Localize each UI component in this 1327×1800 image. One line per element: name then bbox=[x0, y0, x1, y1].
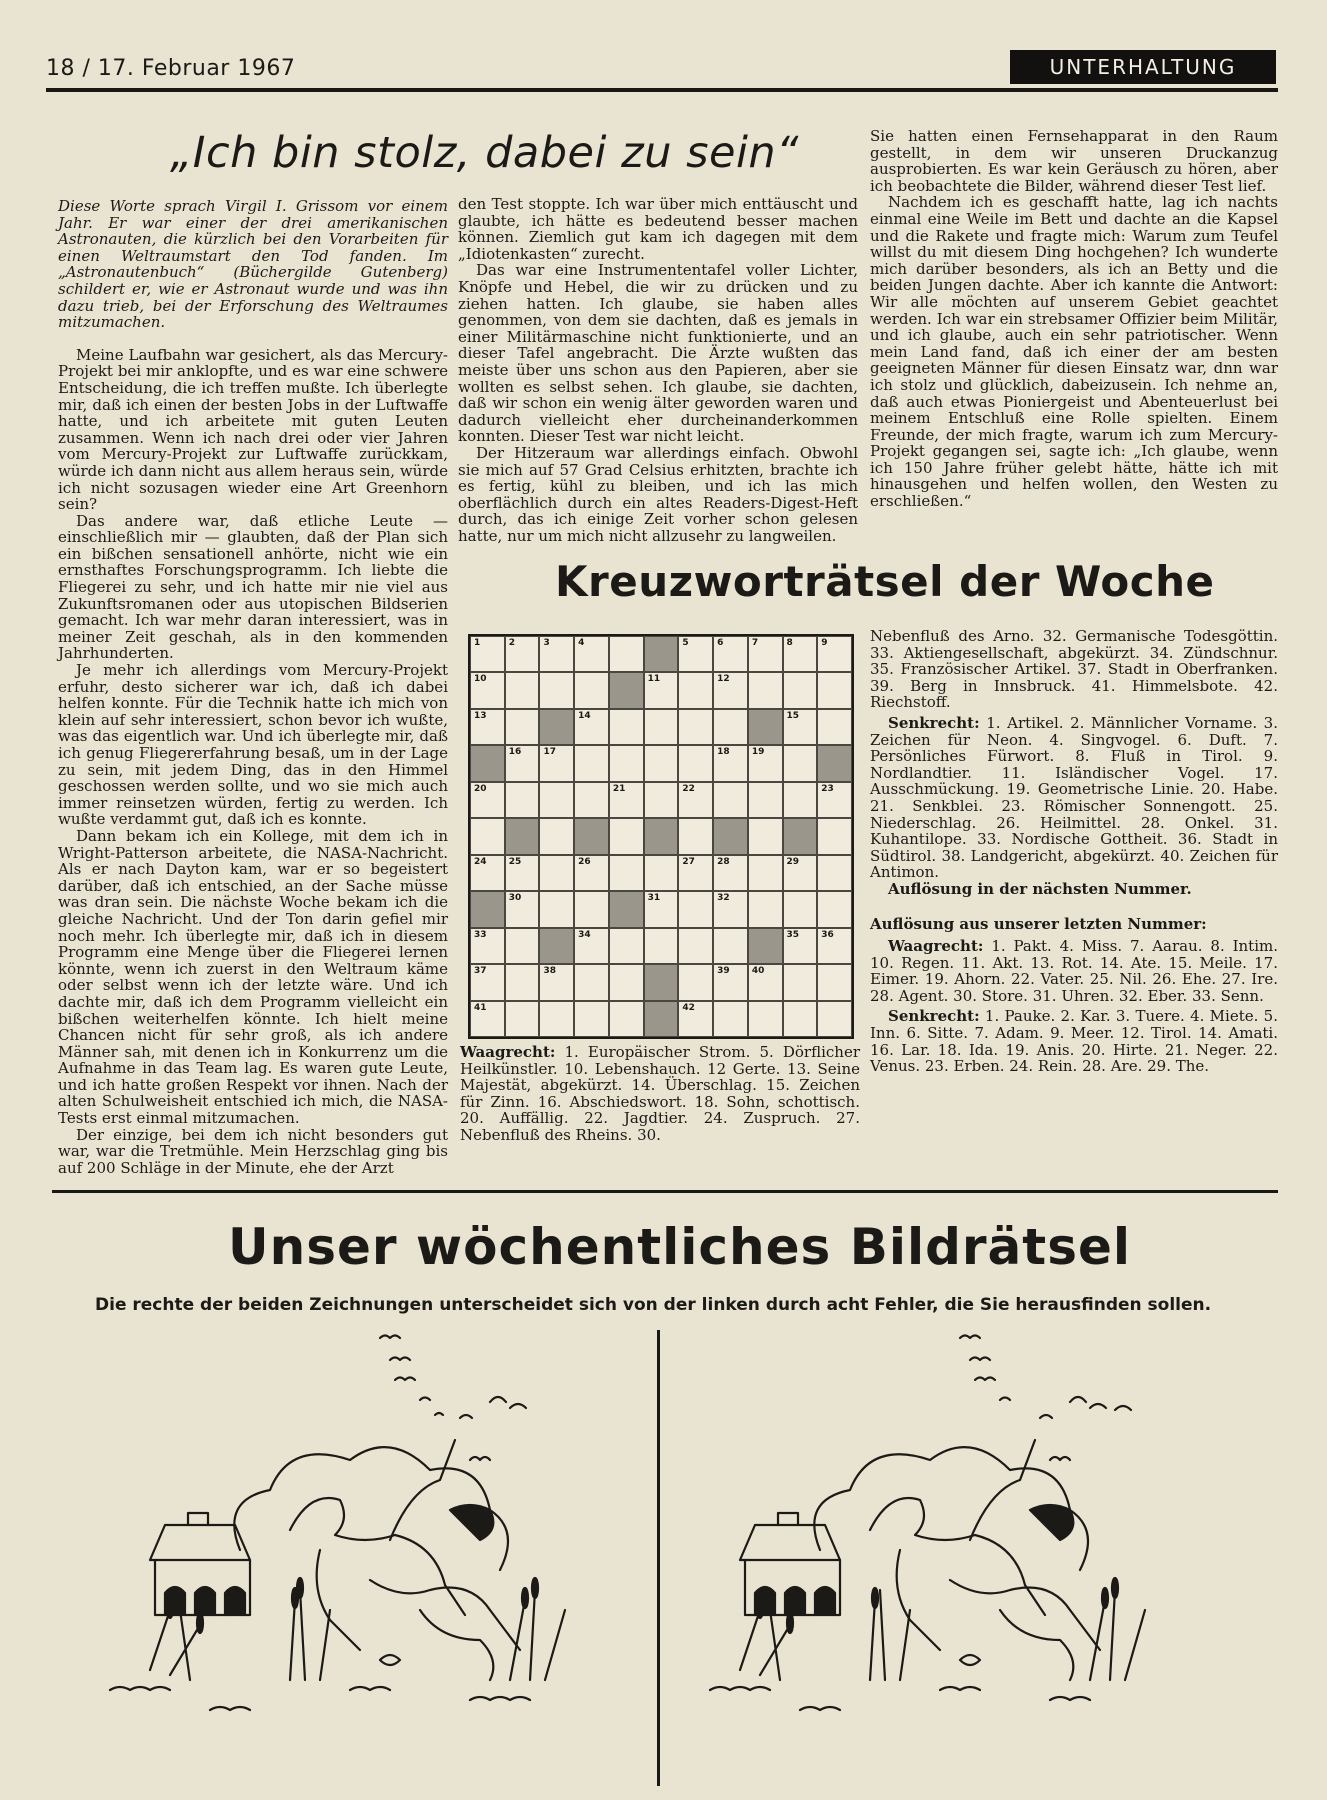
crossword-cell bbox=[644, 782, 679, 818]
crossword-cell bbox=[505, 709, 540, 745]
crossword-cell bbox=[539, 636, 574, 672]
crossword-cell bbox=[505, 928, 540, 964]
crossword-black-cell bbox=[644, 964, 679, 1000]
crossword-grid bbox=[468, 634, 854, 1039]
crossword-cell bbox=[574, 709, 609, 745]
page-number-date: 18 / 17. Februar 1967 bbox=[46, 56, 296, 81]
crossword-cell bbox=[748, 1001, 783, 1037]
crossword-cell bbox=[539, 1001, 574, 1037]
crossword-cell-number: 5 bbox=[682, 638, 689, 648]
picture-puzzle-subtitle: Die rechte der beiden Zeichnungen unterscheidet sich von der linken durch acht Fehler, die Sie herausfinden sollen. bbox=[95, 1295, 1212, 1315]
crossword-cell bbox=[505, 782, 540, 818]
crossword-cell bbox=[783, 745, 818, 781]
crossword-cell bbox=[713, 745, 748, 781]
crossword-cell bbox=[505, 855, 540, 891]
crossword-cell bbox=[678, 855, 713, 891]
crossword-cell bbox=[748, 818, 783, 854]
crossword-cell bbox=[748, 745, 783, 781]
crossword-cell bbox=[539, 964, 574, 1000]
crossword-cell-number: 6 bbox=[717, 638, 724, 648]
picture-puzzle-title: Unser wöchentliches Bildrätsel bbox=[228, 1218, 1131, 1276]
solution-down: 1. Pauke. 2. Kar. 3. Tuere. 4. Miete. 5. Inn. 6. Sitte. 7. Adam. 9. Meer. 12. Tirol. 14. Amati. 16. Lar. 18. Ida. 19. Anis. 20. Hirte. 21. Neger. 22. Venus. 23. Erben. 24. Rein. 28. Are. 29. The. bbox=[870, 1007, 1278, 1076]
crossword-cell bbox=[713, 855, 748, 891]
drawings-divider bbox=[657, 1330, 660, 1786]
crossword-cell bbox=[609, 1001, 644, 1037]
crossword-cell bbox=[678, 709, 713, 745]
crossword-cell-number: 34 bbox=[578, 929, 591, 940]
paragraph: Sie hatten einen Fernsehapparat in den Raum gestellt, in dem wir unseren Druckanzug ausprobierten. Es war kein Geräusch zu hören, aber ich beobachtete die Bilder, während dieser Test lief. bbox=[870, 127, 1278, 195]
crossword-cell bbox=[783, 709, 818, 745]
crossword-cell-number: 36 bbox=[821, 929, 834, 940]
crossword-cell bbox=[539, 818, 574, 854]
crossword-cell-number: 30 bbox=[508, 893, 522, 904]
crossword-cell bbox=[713, 709, 748, 745]
crossword-cell bbox=[644, 891, 679, 927]
crossword-cell bbox=[609, 928, 644, 964]
top-rule bbox=[46, 88, 1278, 92]
crossword-cell bbox=[574, 928, 609, 964]
crossword-cell-number: 18 bbox=[717, 747, 730, 758]
crossword-cell-number: 10 bbox=[474, 674, 487, 685]
crossword-cell-number: 24 bbox=[474, 856, 487, 867]
crossword-cell bbox=[644, 672, 679, 708]
drawing-left bbox=[90, 1330, 650, 1790]
crossword-cell-number: 33 bbox=[474, 929, 487, 940]
article-column-1 bbox=[58, 198, 448, 1176]
crossword-cell bbox=[644, 745, 679, 781]
crossword-cell bbox=[574, 1001, 609, 1037]
crossword-cell bbox=[644, 855, 679, 891]
crossword-cell bbox=[783, 672, 818, 708]
drawing-right bbox=[700, 1330, 1260, 1790]
crossword-cell bbox=[678, 672, 713, 708]
crossword-black-cell bbox=[783, 818, 818, 854]
paragraph: Der Hitzeraum war allerdings einfach. Obwohl sie mich auf 57 Grad Celsius erhitzten, brachte ich es fertig, kühl zu bleiben, und ich las mich oberflächlich durch ein altes Readers-Digest-Heft durch, das ich einige Zeit vorher schon gelesen hatte, nur um mich nicht allzusehr zu langweilen. bbox=[458, 443, 858, 545]
paragraph: Je mehr ich allerdings vom Mercury-Projekt erfuhr, desto sicherer war ich, daß ich dabei helfen konnte. Für die Technik hatte ich mich von klein auf sehr interessiert, schon bevor ich wußte, was das eigentlich war. Und ich überlegte mir, daß ich genug Fliegererfahrung besaß, um in der Lage zu sein, mit jedem Ding, das in den Himmel geschossen werden sollte, und wo sie mich auch immer reinsetzen würden, fertig zu werden. Ich wußte verdammt gut, daß ich es konnte. bbox=[58, 661, 448, 829]
crossword-cell bbox=[470, 964, 505, 1000]
crossword-cell bbox=[783, 636, 818, 672]
crossword-black-cell bbox=[505, 818, 540, 854]
crossword-cell bbox=[505, 891, 540, 927]
crossword-black-cell bbox=[470, 745, 505, 781]
crossword-cell-number: 21 bbox=[612, 783, 626, 794]
crossword-clues-across bbox=[460, 1044, 860, 1144]
crossword-cell-number: 16 bbox=[508, 747, 522, 758]
crossword-cell bbox=[574, 855, 609, 891]
crossword-cell bbox=[470, 928, 505, 964]
crossword-black-cell bbox=[644, 818, 679, 854]
crossword-cell bbox=[470, 855, 505, 891]
crossword-cell-number: 32 bbox=[717, 893, 730, 904]
crossword-cell-number: 35 bbox=[786, 929, 800, 940]
crossword-cell bbox=[539, 745, 574, 781]
crossword-cell bbox=[783, 855, 818, 891]
crossword-cell bbox=[748, 672, 783, 708]
crossword-cell-number: 4 bbox=[578, 638, 585, 648]
crossword-cell bbox=[713, 891, 748, 927]
crossword-cell bbox=[817, 928, 852, 964]
crossword-cell bbox=[817, 1001, 852, 1037]
crossword-black-cell bbox=[539, 928, 574, 964]
section-badge: UNTERHALTUNG bbox=[1010, 50, 1276, 84]
crossword-cell bbox=[817, 672, 852, 708]
down-label: Senkrecht: bbox=[888, 713, 980, 732]
crossword-black-cell bbox=[609, 672, 644, 708]
crossword-cell bbox=[713, 964, 748, 1000]
crossword-cell bbox=[678, 636, 713, 672]
crossword-cell bbox=[713, 928, 748, 964]
crossword-cell-number: 23 bbox=[821, 783, 834, 794]
crossword-cell bbox=[748, 964, 783, 1000]
crossword-cell-number: 39 bbox=[717, 966, 730, 977]
crossword-cell bbox=[713, 636, 748, 672]
crossword-black-cell bbox=[470, 891, 505, 927]
crossword-cell-number: 12 bbox=[717, 674, 730, 685]
crossword-cell-number: 29 bbox=[786, 856, 800, 867]
crossword-cell bbox=[505, 636, 540, 672]
article-intro: Diese Worte sprach Virgil I. Grissom vor einem Jahr. Er war einer der drei amerikanischen Astronauten, die kürzlich bei den Vorarbeiten für einen Weltraumstart den Tod fanden. Im „Astronautenbuch“ (Büchergilde Gutenberg) schildert er, wie er Astronaut wurde und was ihn dazu trieb, bei der Erforschung des Weltraumes mitzumachen. bbox=[58, 197, 448, 332]
paragraph: den Test stoppte. Ich war über mich enttäuscht und glaubte, ich hätte es bedeutend besser machen können. Ziemlich gut kam ich dagegen mit dem „Idiotenkasten“ zurecht. bbox=[458, 195, 858, 263]
crossword-cell-number: 22 bbox=[682, 783, 695, 794]
crossword-cell-number: 25 bbox=[508, 856, 522, 867]
crossword-cell bbox=[574, 636, 609, 672]
crossword-cell-number: 28 bbox=[717, 856, 730, 867]
paragraph: Meine Laufbahn war gesichert, als das Mercury-Projekt bei mir anklopfte, und es war eine schwere Entscheidung, die ich treffen mußte. Ich überlegte mir, daß ich einen der besten Jobs in der Luftwaffe hatte, und ich arbeitete mit guten Leuten zusammen. Wenn ich nach drei oder vier Jahren vom Mercury-Projekt zur Luftwaffe zurückkam, würde ich dann nicht aus allem heraus sein, würde ich nicht sozusagen wieder eine Art Greenhorn sein? bbox=[58, 345, 448, 514]
crossword-cell bbox=[748, 782, 783, 818]
paragraph: Das andere war, daß etliche Leute — einschließlich mir — glaubten, daß der Plan sich ein bißchen sensationell anhörte, nicht wie ein ernsthaftes Forschungsprogramm. Ich liebte die Fliegerei zu sehr, und ich hatte mir nie viel aus Zukunftsromanen oder aus utopischen Bildserien gemacht. Ich war mehr daran interessiert, was in meiner Zeit geschah, als in den kommenden Jahrhunderten. bbox=[58, 511, 448, 663]
crossword-cell-number: 27 bbox=[682, 856, 695, 867]
crossword-cell-number: 40 bbox=[751, 966, 765, 977]
across-clues-part1: 1. Europäischer Strom. 5. Dörflicher Heilkünstler. 10. Lebenshauch. 12 Gerte. 13. Seine Majestät, abgekürzt. 14. Überschlag. 15. Zeichen für Zinn. 16. Abschiedswort. 18. Sohn, schottisch. 20. Auffällig. 22. Jagdtier. 24. Zuspruch. 27. Nebenfluß des Rheins. 30. bbox=[460, 1043, 860, 1144]
crossword-cell bbox=[817, 818, 852, 854]
crossword-black-cell bbox=[539, 709, 574, 745]
solution-across-label: Waagrecht: bbox=[888, 937, 984, 956]
crossword-black-cell bbox=[644, 636, 679, 672]
crossword-cell bbox=[470, 1001, 505, 1037]
crossword-cell bbox=[539, 672, 574, 708]
crossword-cell bbox=[678, 891, 713, 927]
crossword-cell bbox=[609, 636, 644, 672]
crossword-cell bbox=[505, 745, 540, 781]
crossword-cell bbox=[748, 855, 783, 891]
crossword-cell bbox=[574, 891, 609, 927]
crossword-cell bbox=[783, 782, 818, 818]
crossword-cell bbox=[713, 672, 748, 708]
crossword-cell-number: 7 bbox=[751, 638, 759, 648]
crossword-black-cell bbox=[748, 928, 783, 964]
crossword-cell-number: 17 bbox=[543, 747, 556, 758]
crossword-cell bbox=[817, 636, 852, 672]
crossword-black-cell bbox=[609, 891, 644, 927]
crossword-cell bbox=[539, 855, 574, 891]
down-clues: 1. Artikel. 2. Männlicher Vorname. 3. Zeichen für Neon. 4. Singvogel. 6. Duft. 7. Persönliches Fürwort. 8. Fluß in Tirol. 9. Nordlandtier. 11. Isländischer Vogel. 17. Ausschmückung. 19. Geometrische Linie. 20. Habe. 21. Senkblei. 23. Römischer Sonnengott. 25. Niederschlag. 26. Heilmittel. 28. Onkel. 31. Kuhantilope. 33. Nordische Gottheit. 36. Stadt in Südtirol. 38. Landgericht, abgekürzt. 40. Zeichen für Antimon. bbox=[870, 713, 1278, 882]
crossword-title: Kreuzworträtsel der Woche bbox=[555, 557, 1215, 606]
crossword-cell bbox=[539, 891, 574, 927]
crossword-cell-number: 14 bbox=[578, 710, 591, 721]
solution-next-note: Auflösung in der nächsten Nummer. bbox=[888, 879, 1192, 898]
crossword-cell-number: 8 bbox=[786, 638, 793, 648]
paragraph: Der einzige, bei dem ich nicht besonders gut war, war die Tretmühle. Mein Herzschlag ging bis auf 200 Schläge in der Minute, ehe der Arzt bbox=[58, 1125, 448, 1177]
crossword-cell bbox=[817, 782, 852, 818]
crossword-cell bbox=[783, 891, 818, 927]
paragraph: Das war eine Instrumententafel voller Lichter, Knöpfe und Hebel, die wir zu drücken und zu ziehen hatten. Ich glaube, sie haben alles genommen, von dem sie dachten, daß es jemals in einer Militärmaschine nicht funktionierte, und an dieser Tafel angebracht. Die Ärzte wußten das meiste über uns schon aus den Papieren, aber sie wollten es selbst sehen. Ich glaube, sie dachten, daß wir schon ein wenig älter geworden waren und dadurch vielleicht eher durcheinanderkommen konnten. Dieser Test war nicht leicht. bbox=[458, 261, 858, 446]
crossword-cell bbox=[609, 745, 644, 781]
crossword-cell bbox=[609, 964, 644, 1000]
crossword-cell bbox=[539, 782, 574, 818]
crossword-cell bbox=[609, 782, 644, 818]
crossword-cell bbox=[574, 782, 609, 818]
crossword-black-cell bbox=[748, 709, 783, 745]
crossword-cell-number: 11 bbox=[647, 674, 661, 685]
crossword-cell bbox=[678, 964, 713, 1000]
article-column-3 bbox=[870, 128, 1278, 510]
crossword-cell-number: 1 bbox=[474, 638, 481, 648]
crossword-cell-number: 19 bbox=[751, 747, 765, 758]
crossword-cell bbox=[505, 964, 540, 1000]
crossword-cell bbox=[678, 745, 713, 781]
crossword-cell bbox=[678, 782, 713, 818]
crossword-cell bbox=[678, 1001, 713, 1037]
crossword-cell bbox=[470, 709, 505, 745]
crossword-cell-number: 20 bbox=[474, 783, 487, 794]
solution-across: 1. Pakt. 4. Miss. 7. Aarau. 8. Intim. 10. Regen. 11. Akt. 13. Rot. 14. Ate. 15. Meile. 17. Eimer. 19. Ahorn. 22. Vater. 25. Nil. 26. Ehe. 27. Ire. 28. Agent. 30. Store. 31. Uhren. 32. Eber. 33. Senn. bbox=[870, 937, 1278, 1005]
crossword-cell-number: 13 bbox=[474, 710, 487, 721]
crossword-cell bbox=[713, 782, 748, 818]
crossword-cell bbox=[574, 745, 609, 781]
crossword-cell bbox=[817, 964, 852, 1000]
crossword-cell bbox=[644, 709, 679, 745]
crossword-cell-number: 42 bbox=[682, 1002, 695, 1013]
solution-last-title: Auflösung aus unserer letzten Nummer: bbox=[870, 914, 1207, 933]
crossword-black-cell bbox=[817, 745, 852, 781]
crossword-cell bbox=[678, 818, 713, 854]
crossword-cell bbox=[470, 636, 505, 672]
paragraph: Dann bekam ich ein Kollege, mit dem ich in Wright-Patterson arbeitete, die NASA-Nachricht. Als er nach Dayton kam, war er so begeistert darüber, daß ich entschied, an der Sache müsse was dran sein. Die nächste Woche bekam ich die gleiche Nachricht. Und der Ton darin gefiel mir noch mehr. Ich überlegte mir, daß ich in diesem Programm eine Menge über die Fliegerei lernen könnte, wenn ich zuerst in den Weltraum käme oder selbst wenn ich der letzte wäre. Und ich dachte mir, daß ich dem Programm vielleicht ein bißchen weiterhelfen könnte. Ich hielt meine Chancen nicht für sehr groß, als ich andere Männer sah, mit denen ich in Konkurrenz um die Aufnahme in das Team lag. Es waren gute Leute, und ich hatte großen Respekt vor ihnen. Nach der alten Schulweisheit entschied ich mich, die NASA-Tests erst einmal mitzumachen. bbox=[58, 826, 448, 1128]
article-title: „Ich bin stolz, dabei zu sein“ bbox=[170, 128, 799, 178]
paragraph: Nachdem ich es geschafft hatte, lag ich nachts einmal eine Weile im Bett und dachte an die Kapsel und die Rakete und fragte mich: Warum zum Teufel willst du mit diesem Ding hochgehen? Ich wunderte mich darüber besonders, als ich an Betty und die beiden Jungen dachte. Aber ich kannte die Antwort: Wir alle möchten auf unserem Gebiet geachtet werden. Ich war ein strebsamer Offizier beim Militär, und ich glaube, auch ein sehr patriotischer. Wenn mein Land fand, daß ich einer der am besten geeigneten Männer für diesen Einsatz war, dnn war ich stolz und glücklich, dabeizusein. Ich nehme an, daß auch etwas Pioniergeist und Abenteuerlust bei meinem Entschluß eine Rolle spielten. Einem Freunde, der mich fragte, warum ich zum Mercury-Projekt gegangen sei, sagte ich: „Ich glaube, wenn ich 150 Jahre früher gelebt hätte, hätte ich mit hinausgehen und helfen wollen, den Westen zu erschließen.“ bbox=[870, 193, 1278, 511]
crossword-cell-number: 37 bbox=[474, 966, 487, 977]
crossword-black-cell bbox=[644, 1001, 679, 1037]
crossword-cell bbox=[609, 855, 644, 891]
crossword-cell bbox=[783, 964, 818, 1000]
crossword-cell bbox=[470, 782, 505, 818]
crossword-cell bbox=[609, 709, 644, 745]
crossword-cell bbox=[713, 1001, 748, 1037]
section-rule bbox=[52, 1190, 1278, 1193]
crossword-cell bbox=[505, 1001, 540, 1037]
crossword-cell-number: 3 bbox=[543, 638, 550, 648]
crossword-cell bbox=[748, 636, 783, 672]
crossword-cell bbox=[470, 672, 505, 708]
crossword-cell-number: 31 bbox=[647, 893, 661, 904]
crossword-cell bbox=[644, 928, 679, 964]
crossword-cell bbox=[748, 891, 783, 927]
crossword-cell bbox=[783, 1001, 818, 1037]
crossword-cell bbox=[505, 672, 540, 708]
across-clues-part2: Nebenfluß des Arno. 32. Germanische Todesgöttin. 33. Aktiengesellschaft, abgekürzt. 34. Zündschnur. 35. Französischer Artikel. 37. Stadt in Oberfranken. 39. Berg in Innsbruck. 41. Himmelsbote. 42. Riechstoff. bbox=[870, 627, 1278, 712]
crossword-cell bbox=[678, 928, 713, 964]
crossword-cell-number: 38 bbox=[543, 966, 556, 977]
crossword-black-cell bbox=[574, 818, 609, 854]
article-column-2 bbox=[458, 196, 858, 544]
crossword-cell bbox=[817, 709, 852, 745]
solution-down-label: Senkrecht: bbox=[888, 1007, 980, 1026]
crossword-cell bbox=[609, 818, 644, 854]
crossword-black-cell bbox=[713, 818, 748, 854]
crossword-cell bbox=[470, 818, 505, 854]
crossword-cell bbox=[817, 891, 852, 927]
across-label: Waagrecht: bbox=[460, 1043, 556, 1061]
crossword-cell bbox=[817, 855, 852, 891]
crossword-cell-number: 41 bbox=[474, 1002, 487, 1013]
crossword-cell bbox=[783, 928, 818, 964]
crossword-cell bbox=[574, 964, 609, 1000]
crossword-cell-number: 2 bbox=[508, 638, 515, 648]
crossword-cell-number: 26 bbox=[578, 856, 591, 867]
crossword-cell-number: 9 bbox=[821, 638, 828, 648]
crossword-clues-column bbox=[870, 628, 1278, 1075]
crossword-cell bbox=[574, 672, 609, 708]
crossword-cell-number: 15 bbox=[786, 710, 800, 721]
